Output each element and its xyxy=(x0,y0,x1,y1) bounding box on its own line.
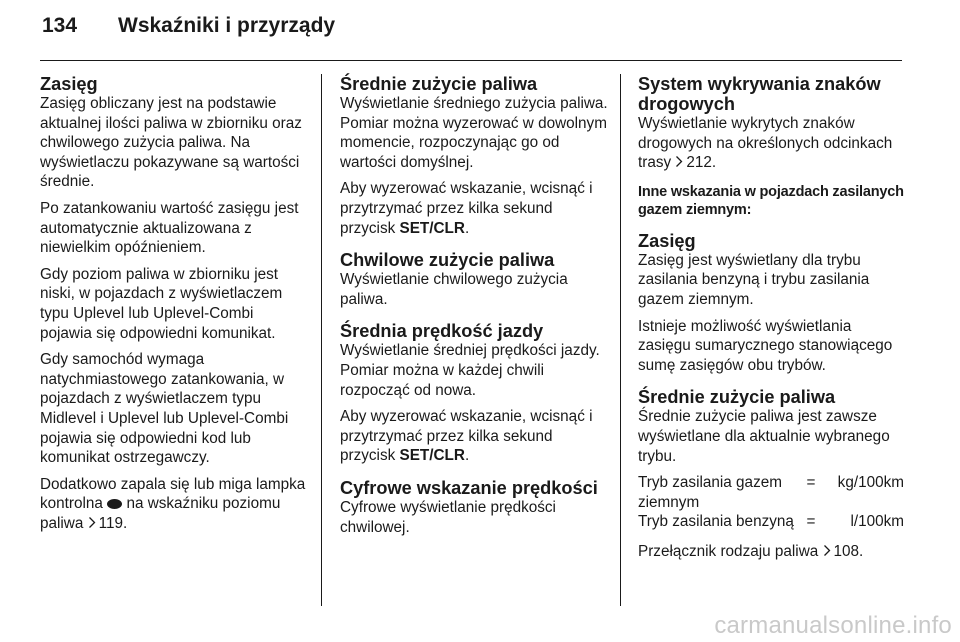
header-divider xyxy=(40,60,902,61)
paragraph-reset: Aby wyzerować wskazanie, wcisnąć i przytrzymać przez kilka sekund przycisk SET/CLR. xyxy=(340,180,593,237)
page-reference-icon xyxy=(823,544,831,557)
heading-average-consumption-cng: Średnie zużycie paliwa xyxy=(638,387,836,408)
page-reference-link[interactable]: 212. xyxy=(675,154,716,171)
paragraph: Zasięg obliczany jest na podstawie aktualnej ilości paliwa w zbiorniku oraz chwilowego zużycia paliwa. Na wyświetlaczu pokazywane są wartości średnie. xyxy=(40,95,302,191)
paragraph-traffic-sign: Wyświetlanie wykrytych znaków drogowych na określonych odcinkach trasy 212. xyxy=(638,115,893,172)
page-number: 134 xyxy=(42,14,78,37)
set-clr-button-label: SET/CLR xyxy=(399,447,465,465)
paragraph: Wyświetlanie średniego zużycia paliwa. Pomiar można wyzerować w dowolnym momencie, rozpoczynając go od wartości domyślnej. xyxy=(340,95,608,171)
paragraph: Zasięg jest wyświetlany dla trybu zasilania benzyną i trybu zasilania gazem ziemnym. xyxy=(638,251,870,308)
heading-traffic-sign-system: System wykrywania znaków drogowych xyxy=(638,74,881,114)
table-cell-unit: kg/100km xyxy=(837,474,904,492)
column-left xyxy=(40,74,308,540)
paragraph: Średnie zużycie paliwa jest zawsze wyświetlane dla aktualnie wybranego trybu. xyxy=(638,408,890,465)
table-row xyxy=(638,512,904,532)
table-cell-eq: = xyxy=(806,474,816,492)
paragraph-reset: Aby wyzerować wskazanie, wcisnąć i przytrzymać przez kilka sekund przycisk SET/CLR. xyxy=(340,408,593,465)
table-cell-unit: l/100km xyxy=(850,513,904,531)
table-row xyxy=(638,473,904,512)
paragraph: Wyświetlanie chwilowego zużycia paliwa. xyxy=(340,271,568,308)
subheading-cng-vehicles: Inne wskazania w pojazdach zasilanych gazem ziemnym: xyxy=(638,183,904,218)
paragraph-fuel-lamp: Dodatkowo zapala się lub miga lampka kontrolna na wskaźniku poziomu paliwa 119. xyxy=(40,475,306,532)
column-divider-1 xyxy=(321,74,322,606)
page-header xyxy=(42,14,335,48)
page-reference-icon xyxy=(88,516,96,529)
paragraph-fuel-selector: Przełącznik rodzaju paliwa 108. xyxy=(638,542,864,560)
set-clr-button-label: SET/CLR xyxy=(399,219,465,237)
table-cell-eq: = xyxy=(806,513,816,531)
heading-range-cng: Zasięg xyxy=(638,230,696,251)
heading-average-speed: Średnia prędkość jazdy xyxy=(340,321,544,342)
heading-average-consumption: Średnie zużycie paliwa xyxy=(340,74,538,94)
table-cell-mode: Tryb zasilania gazem ziemnym xyxy=(638,474,782,511)
paragraph: Gdy samochód wymaga natychmiastowego zatankowania, w pojazdach z wyświetlaczem typu Midlevel i Uplevel lub Uplevel-Combi pojawia się odpowiedni kod lub komunikat ostrzegawczy. xyxy=(40,351,289,467)
table-cell-mode: Tryb zasilania benzyną xyxy=(638,513,794,531)
heading-digital-speed: Cyfrowe wskazanie prędkości xyxy=(340,477,598,498)
column-divider-2 xyxy=(620,74,621,606)
watermark-text: carmanualsonline.info xyxy=(714,612,952,639)
page-reference-icon xyxy=(675,155,683,168)
page-reference-link[interactable]: 119. xyxy=(88,515,128,532)
paragraph: Wyświetlanie średniej prędkości jazdy. Pomiar można w każdej chwili rozpocząć od nowa. xyxy=(340,342,600,399)
page-reference-link[interactable]: 108. xyxy=(823,543,864,560)
fuel-warning-lamp-icon xyxy=(107,499,122,509)
paragraph: Gdy poziom paliwa w zbiorniku jest niski, w pojazdach z wyświetlaczem typu Uplevel lub Uplevel-Combi pojawia się odpowiedni komunikat. xyxy=(40,265,283,342)
column-middle xyxy=(340,74,608,544)
paragraph: Po zatankowaniu wartość zasięgu jest automatycznie aktualizowana z niewielkim opóźnieniem. xyxy=(40,199,299,257)
paragraph: Istnieje możliwość wyświetlania zasięgu sumarycznego stanowiącego sumę zasięgów obu trybów. xyxy=(638,317,893,374)
column-right xyxy=(638,74,904,569)
heading-range: Zasięg xyxy=(40,74,98,94)
paragraph: Cyfrowe wyświetlanie prędkości chwilowej. xyxy=(340,498,556,536)
page-title: Wskaźniki i przyrządy xyxy=(118,14,336,37)
heading-instant-consumption: Chwilowe zużycie paliwa xyxy=(340,250,555,271)
fuel-units-table xyxy=(638,473,904,532)
